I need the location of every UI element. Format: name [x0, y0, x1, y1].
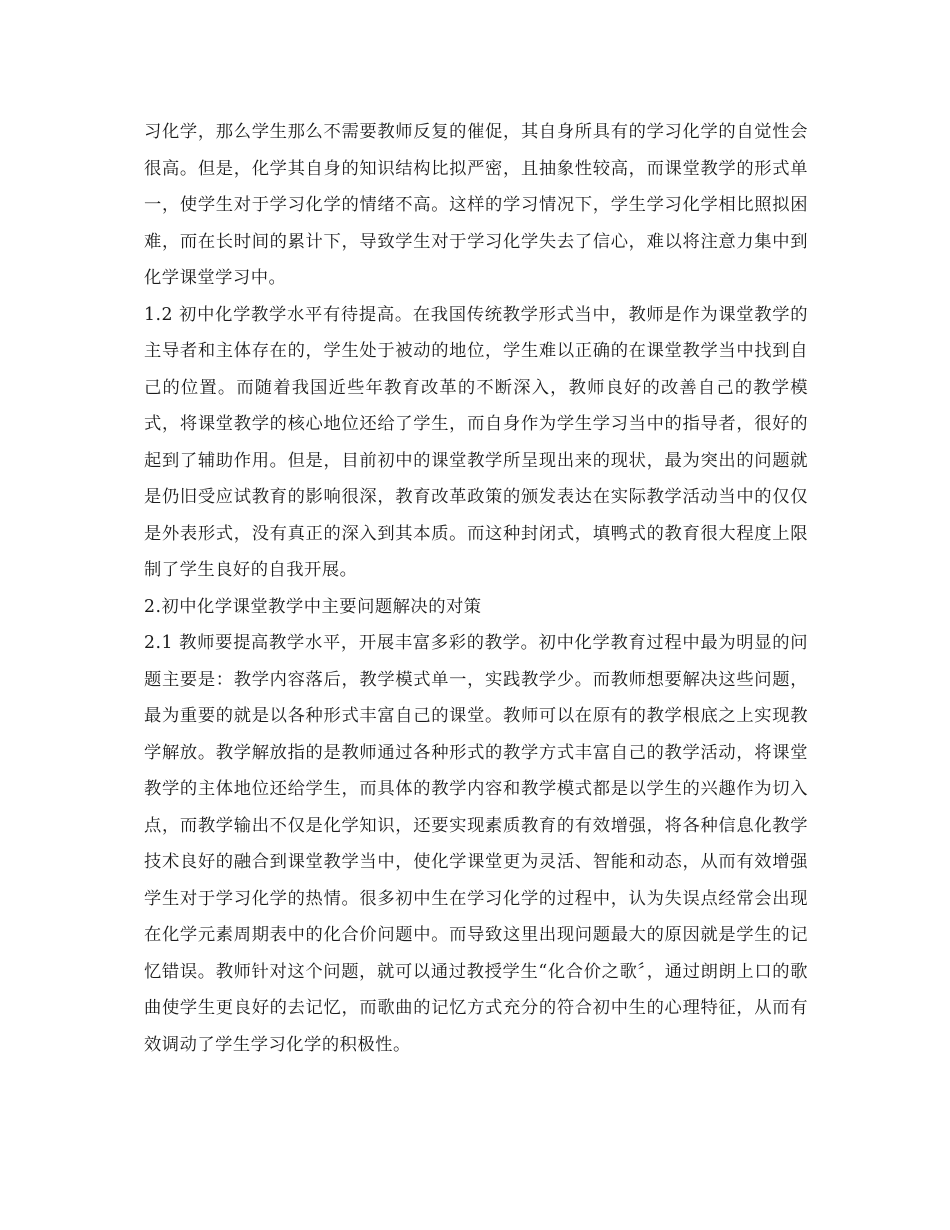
document-body [144, 114, 808, 1063]
paragraph-continuation: 习化学，那么学生那么不需要教师反复的催促，其自身所具有的学习化学的自觉性会很高。但是，化学其自身的知识结构比拟严密，且抽象性较高，而课堂教学的形式单一，使学生对于学习化学的情绪不高。这样的学习情况下，学生学习化学相比照拟困难，而在长时间的累计下，导致学生对于学习化学失去了信心，难以将注意力集中到化学课堂学习中。 [144, 122, 808, 288]
paragraph-section-2-1: 2.1 教师要提高教学水平，开展丰富多彩的教学。初中化学教育过程中最为明显的问题主要是：教学内容落后，教学模式单一，实践教学少。而教师想要解决这些问题，最为重要的就是以各种形式丰富自己的课堂。教师可以在原有的教学根底之上实现教学解放。教学解放指的是教师通过各种形式的教学方式丰富自己的教学活动，将课堂教学的主体地位还给学生，而具体的教学内容和教学模式都是以学生的兴趣作为切入点，而教学输出不仅是化学知识，还要实现素质教育的有效增强，将各种信息化教学技术良好的融合到课堂教学当中，使化学课堂更为灵活、智能和动态，从而有效增强学生对于学习化学的热情。很多初中生在学习化学的过程中，认为失误点经常会出现在化学元素周期表中的化合价问题中。而导致这里出现问题最大的原因就是学生的记忆错误。教师针对这个问题，就可以通过教授学生“化合价之歌〞，通过朗朗上口的歌曲使学生更良好的去记忆，而歌曲的记忆方式充分的符合初中生的心理特征，从而有效调动了学生学习化学的积极性。 [144, 633, 808, 1055]
paragraph-section-1-2: 1.2 初中化学教学水平有待提高。在我国传统教学形式当中，教师是作为课堂教学的主导者和主体存在的，学生处于被动的地位，学生难以正确的在课堂教学当中找到自己的位置。而随着我国近些年教育改革的不断深入，教师良好的改善自己的教学模式，将课堂教学的核心地位还给了学生，而自身作为学生学习当中的指导者，很好的起到了辅助作用。但是，目前初中的课堂教学所呈现出来的现状，最为突出的问题就是仍旧受应试教育的影响很深，教育改革政策的颁发表达在实际教学活动当中的仅仅是外表形式，没有真正的深入到其本质。而这种封闭式，填鸭式的教育很大程度上限制了学生良好的自我开展。 [144, 304, 808, 580]
section-heading-2: 2.初中化学课堂教学中主要问题解决的对策 [144, 596, 482, 617]
